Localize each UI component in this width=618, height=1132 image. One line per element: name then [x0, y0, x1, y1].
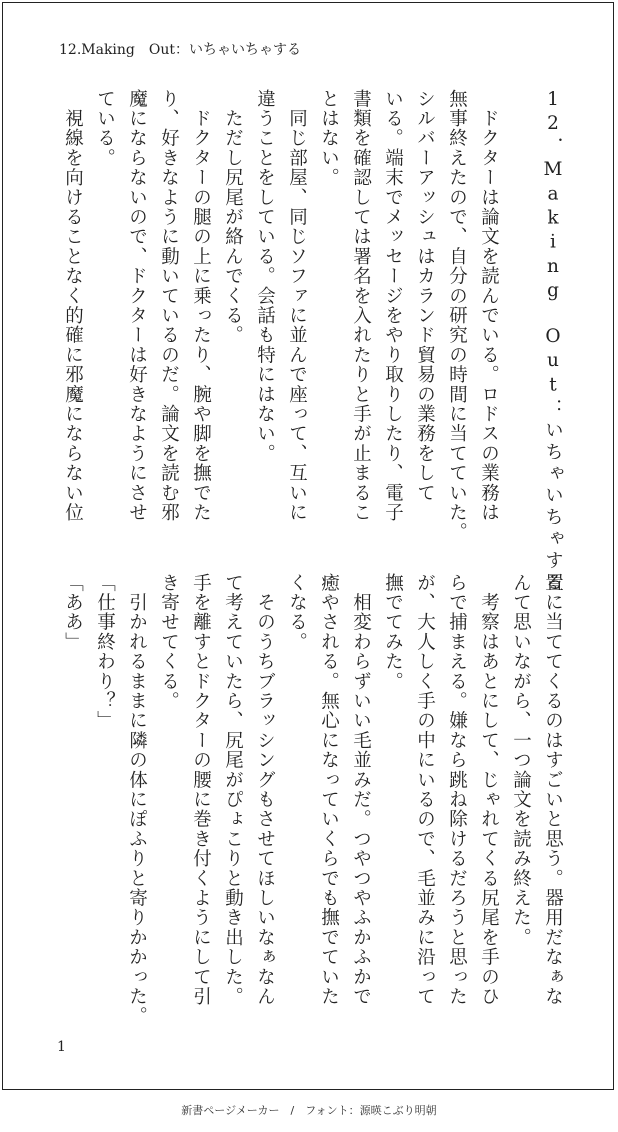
text-column: 魔にならないので、ドクターは好きなようにさせ — [126, 89, 148, 523]
text-column: 手を離すとドクターの腰に巻き付くようにして引 — [190, 573, 212, 1007]
text-column: らで捕まえる。嫌なら跳ね除けるだろうと思った — [446, 573, 468, 1007]
text-column: 撫でてみた。 — [382, 573, 404, 692]
text-column: そのうちブラッシングもさせてほしいなぁなん — [254, 573, 276, 1007]
running-header: 12.Making Out：いちゃいちゃする — [59, 42, 302, 58]
text-column: 「仕事終わり？」 — [94, 573, 116, 731]
text-column: ている。 — [94, 89, 116, 168]
text-column: 視線を向けることなく的確に邪魔にならない位 — [62, 89, 84, 523]
text-column: ドクターは論文を読んでいる。ロドスの業務は — [478, 89, 500, 523]
text-column: 違うことをしている。会話も特にはない。 — [254, 89, 276, 464]
footer-credit: 新書ページメーカー / フォント：源暎こぶり明朝 — [181, 1104, 437, 1117]
text-column: とはない。 — [318, 89, 340, 188]
text-column: いる。端末でメッセージをやり取りしたり、電子 — [382, 89, 404, 523]
chapter-title: 12．Making Out：いちゃいちゃする — [542, 89, 564, 594]
text-column: 書類を確認しては署名を入れたりと手が止まるこ — [350, 89, 372, 523]
text-column: 考察はあとにして、じゃれてくる尻尾を手のひ — [478, 573, 500, 1007]
text-column: 置に当ててくるのはすごいと思う。器用だなぁな — [542, 573, 564, 1007]
text-column: 癒やされる。無心になっていくらでも撫でていた — [318, 573, 340, 1007]
text-column: んて思いながら、一つ論文を読み終えた。 — [510, 573, 532, 948]
text-column: り、好きなように動いているのだ。論文を読む邪 — [158, 89, 180, 523]
text-column: 引かれるままに隣の体にぽふりと寄りかかった。 — [126, 573, 148, 1027]
text-column: て考えていたら、尻尾がぴょこりと動き出した。 — [222, 573, 244, 1007]
page-number: 1 — [57, 1039, 66, 1055]
text-column: 同じ部屋、同じソファに並んで座って、互いに — [286, 89, 308, 523]
text-column: 「ああ」 — [62, 573, 84, 652]
text-column: 相変わらずいい毛並みだ。つやつやふかふかで — [350, 573, 372, 1007]
text-column: が、大人しく手の中にいるので、毛並みに沿って — [414, 573, 436, 1007]
text-column: シルバーアッシュはカランド貿易の業務をして — [414, 89, 436, 503]
text-column: 無事終えたので、自分の研究の時間に当てていた。 — [446, 89, 468, 543]
text-column: くなる。 — [286, 573, 308, 652]
text-column: ただし尻尾が絡んでくる。 — [222, 89, 244, 346]
text-column: ドクターの腿の上に乗ったり、腕や脚を撫でた — [190, 89, 212, 523]
text-column: き寄せてくる。 — [158, 573, 180, 711]
page-frame — [2, 2, 614, 1090]
